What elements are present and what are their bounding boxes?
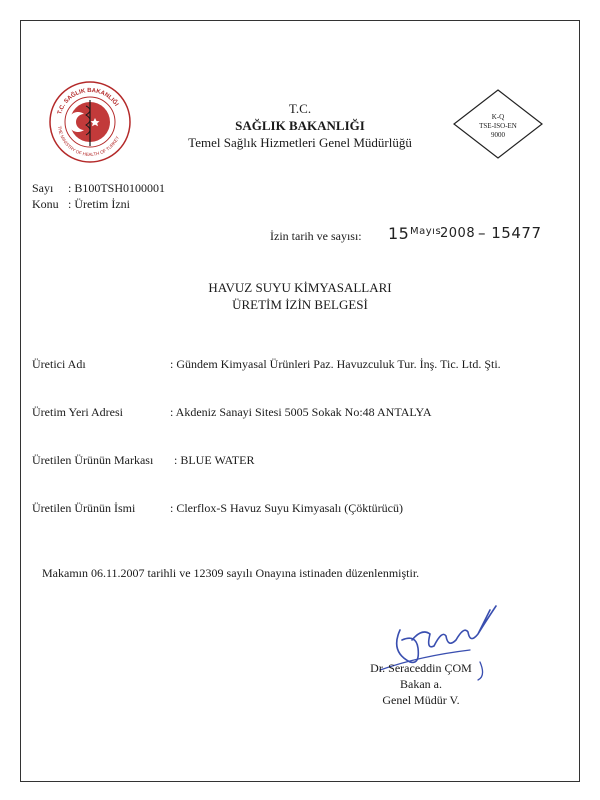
sayi-value: : B100TSH0100001 [68,181,166,195]
signatory-line2: Bakan a. [400,677,442,691]
header-directorate: Temel Sağlık Hizmetleri Genel Müdürlüğü [188,135,412,150]
header-tc: T.C. [288,101,312,116]
quality-mark-line2: TSE-ISO-EN [479,122,517,130]
signatory-line3: Genel Müdür V. [382,693,460,707]
production-address-label: Üretim Yeri Adresi [32,405,123,419]
signatory-name: Dr. Seraceddin ÇOM [370,661,472,675]
product-brand-label: Üretilen Ürünün Markası [32,453,154,467]
permit-day: 15 [388,224,410,243]
quality-mark-line1: K-Q [491,113,505,121]
production-address-value: : Akdeniz Sanayi Sitesi 5005 Sokak No:48 ANTALYA [170,405,432,419]
ministry-seal-icon [48,80,132,164]
permit-number: – 15477 [478,224,542,242]
header-ministry: SAĞLIK BAKANLIĞI [235,118,365,133]
doc-title-line1: HAVUZ SUYU KİMYASALLARI [208,280,392,295]
product-brand-value: : BLUE WATER [174,453,255,467]
seal-top-text: T.C. SAĞLIK BAKANLIĞI [57,87,119,116]
approval-statement: Makamın 06.11.2007 tarihli ve 12309 sayılı Onayına istinaden düzenlenmiştir. [42,566,420,580]
seal-bottom-text: THE MINISTRY OF HEALTH OF TURKEY [57,125,121,158]
konu-label: Konu [32,197,59,211]
sayi-label: Sayı [32,181,54,195]
doc-title-line2: ÜRETİM İZİN BELGESİ [232,297,368,312]
quality-mark-text [452,113,544,140]
producer-name-value: : Gündem Kimyasal Ürünleri Paz. Havuzculuk Tur. İnş. Tic. Ltd. Şti. [170,357,501,371]
permit-label: İzin tarih ve sayısı: [270,229,362,243]
producer-name-label: Üretici Adı [32,357,86,371]
permit-month: Mayıs [410,226,442,237]
product-name-label: Üretilen Ürünün İsmi [32,501,136,515]
permit-year: 2008 [440,226,476,241]
product-name-value: : Clerflox-S Havuz Suyu Kimyasalı (Çöktürücü) [170,501,403,515]
konu-value: : Üretim İzni [68,197,130,211]
quality-mark-line3: 9000 [491,131,505,139]
